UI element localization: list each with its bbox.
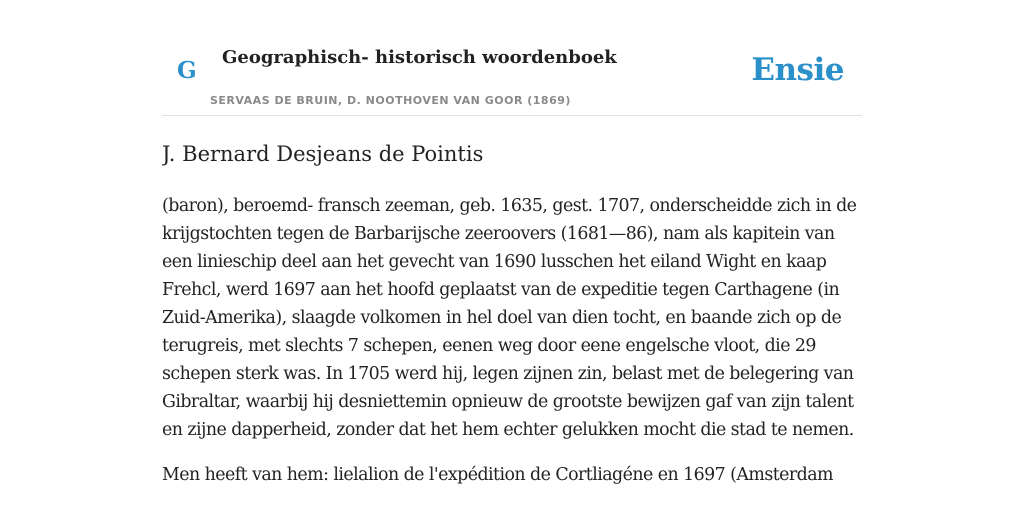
entry-title: J. Bernard Desjeans de Pointis bbox=[162, 142, 484, 166]
book-author-year: SERVAAS DE BRUIN, D. NOOTHOVEN VAN GOOR (1869) bbox=[210, 94, 571, 107]
alphabet-letter-badge[interactable]: G bbox=[177, 57, 197, 84]
entry-body bbox=[162, 192, 862, 506]
page bbox=[162, 0, 862, 512]
book-title[interactable]: Geographisch- historisch woordenboek bbox=[222, 47, 617, 68]
entry-paragraph: Men heeft van hem: lielalion de l'expédition de Cortliagéne en 1697 (Amsterdam bbox=[162, 465, 834, 485]
entry-paragraph: (baron), beroemd- fransch zeeman, geb. 1635, gest. 1707, onderscheidde zich in de krijgstochten tegen de Barbarijsche zeeroovers (1681—86), nam als kapitein van een linieschip deel aan het gevecht van 1690 lusschen het eiland Wight en kaap Frehcl, werd 1697 aan het hoofd geplaatst van de expeditie tegen Carthagene (in Zuid-Amerika), slaagde volkomen in hel doel van dien tocht, en baande zich op de terugreis, met slechts 7 schepen, eenen weg door eene engelsche vloot, die 29 schepen sterk was. In 1705 werd hij, legen zijnen zin, belast met de belegering van Gibraltar, waarbij hij desniettemin opnieuw de grootste bewijzen gaf van zijn talent en zijne dapperheid, zonder dat het hem echter gelukken mocht die stad te nemen. bbox=[162, 196, 857, 440]
ensie-logo[interactable]: Ensie bbox=[751, 52, 844, 88]
book-header bbox=[162, 0, 862, 116]
